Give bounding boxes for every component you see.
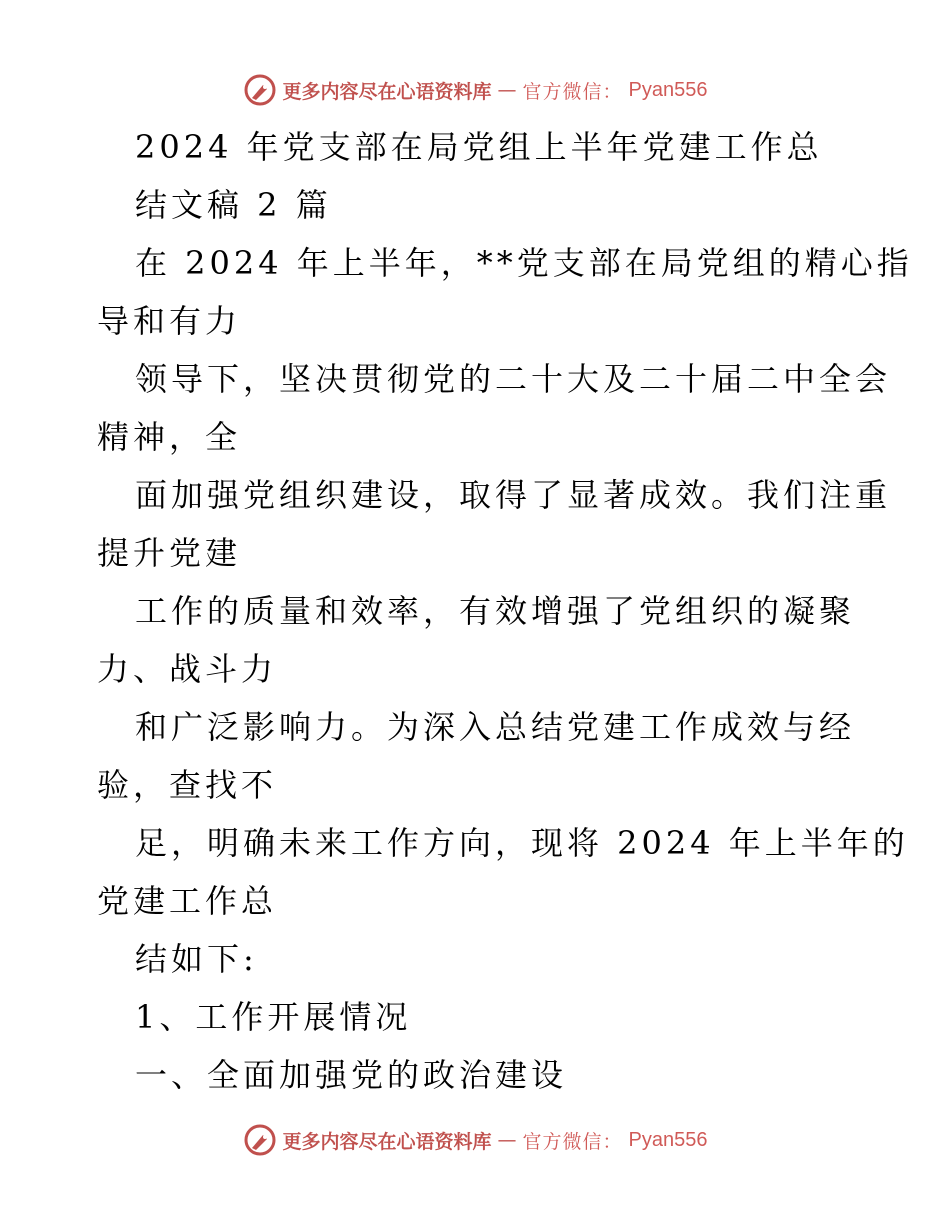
paragraph-line: 验，查找不 bbox=[97, 766, 278, 804]
separator-dash: — bbox=[497, 79, 517, 101]
document-body bbox=[97, 118, 913, 1104]
paragraph-line: 结如下: bbox=[135, 940, 258, 978]
paragraph-line: 精神，全 bbox=[97, 418, 242, 456]
wechat-account: Pyan556 bbox=[628, 78, 708, 101]
paragraph-line: 足，明确未来工作方向，现将 2024 年上半年的 bbox=[135, 824, 909, 862]
paragraph-line: 和广泛影响力。为深入总结党建工作成效与经 bbox=[135, 708, 856, 746]
pen-nib-logo-icon bbox=[243, 73, 277, 107]
wechat-label: 官方微信： bbox=[522, 1130, 623, 1153]
paragraph-line: 提升党建 bbox=[97, 534, 242, 572]
footer-watermark-banner bbox=[0, 1120, 950, 1160]
paragraph-line: 工作的质量和效率，有效增强了党组织的凝聚 bbox=[135, 592, 856, 630]
header-watermark-banner bbox=[0, 70, 950, 110]
paragraph-line: 力、战斗力 bbox=[97, 650, 278, 688]
paragraph-line: 领导下，坚决贯彻党的二十大及二十届二中全会 bbox=[135, 360, 892, 398]
paragraph-line: 面加强党组织建设，取得了显著成效。我们注重 bbox=[135, 476, 892, 514]
subsection-heading: 一、全面加强党的政治建设 bbox=[135, 1056, 568, 1094]
wechat-label: 官方微信： bbox=[522, 80, 623, 103]
title-line-2: 结文稿 2 篇 bbox=[135, 186, 332, 224]
separator-dash: — bbox=[497, 1129, 517, 1151]
pen-nib-logo-icon bbox=[243, 1123, 277, 1157]
title-line-1: 2024 年党支部在局党组上半年党建工作总 bbox=[135, 128, 823, 166]
site-name-text: 更多内容尽在心语资料库 bbox=[282, 1130, 492, 1153]
wechat-account: Pyan556 bbox=[628, 1128, 708, 1151]
paragraph-line: 党建工作总 bbox=[97, 882, 278, 920]
site-name-text: 更多内容尽在心语资料库 bbox=[282, 80, 492, 103]
paragraph-line: 在 2024 年上半年，**党支部在局党组的精心指 bbox=[135, 244, 913, 282]
paragraph-line: 导和有力 bbox=[97, 302, 242, 340]
section-heading: 1、工作开展情况 bbox=[135, 998, 412, 1036]
